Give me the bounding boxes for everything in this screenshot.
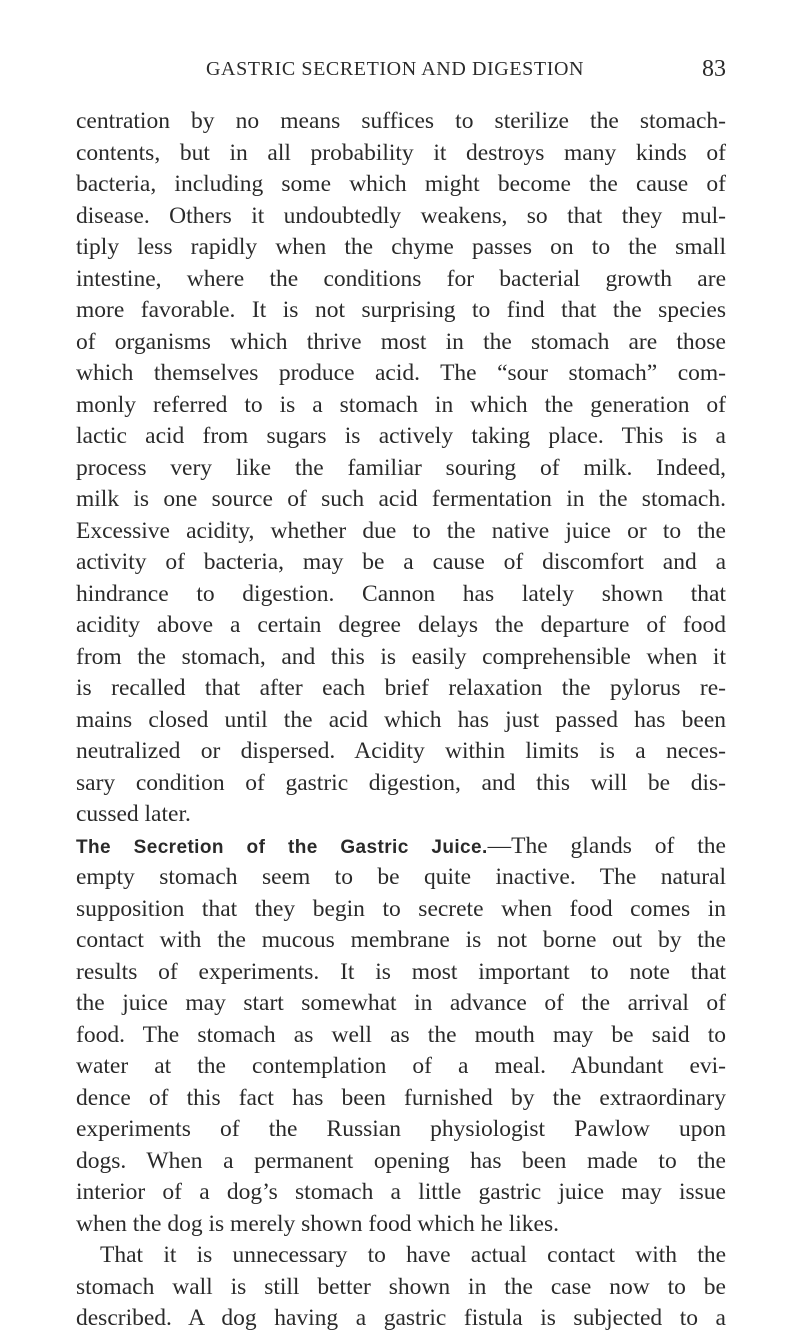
- paragraph-3: [76, 1240, 726, 1335]
- text-line: tiply less rapidly when the chyme passes on to the small: [76, 234, 726, 260]
- text-line: contact with the mucous membrane is not borne out by the: [76, 927, 726, 953]
- text-line: from the stomach, and this is easily comprehensible when it: [76, 643, 726, 670]
- text-line: experiments of the Russian physiologist Pawlow upon: [76, 1116, 726, 1142]
- text-line: water at the contemplation of a meal. Abundant evi-: [76, 1053, 726, 1079]
- text-line: stomach wall is still better shown in the case now to be: [76, 1273, 726, 1300]
- text-line: empty stomach seem to be quite inactive. The natural: [76, 864, 726, 890]
- body-text: [76, 106, 726, 1335]
- text-line: is recalled that after each brief relaxation the pylorus re-: [76, 675, 726, 701]
- text-line: mains closed until the acid which has just passed has been: [76, 706, 726, 733]
- text-line: monly referred to is a stomach in which the generation of: [76, 391, 726, 418]
- text-line: That it is unnecessary to have actual contact with the: [100, 1242, 726, 1268]
- text-line: centration by no means suffices to sterilize the stomach-: [76, 108, 726, 134]
- page-number: 83: [702, 56, 726, 82]
- text-line: activity of bacteria, may be a cause of discomfort and a: [76, 549, 726, 575]
- text-line: of organisms which thrive most in the stomach are those: [76, 328, 726, 355]
- text-line: the juice may start somewhat in advance of the arrival of: [76, 990, 726, 1016]
- paragraph-1: [76, 106, 726, 831]
- section-heading-continuation: —The glands of the: [487, 832, 726, 859]
- text-line: acidity above a certain degree delays the departure of food: [76, 612, 726, 638]
- section-first-line: [76, 831, 726, 863]
- text-line: described. A dog having a gastric fistula is subjected to a: [76, 1305, 726, 1331]
- text-line: dogs. When a permanent opening has been made to the: [76, 1147, 726, 1174]
- text-line: Excessive acidity, whether due to the native juice or to the: [76, 517, 726, 544]
- text-line: lactic acid from sugars is actively taking place. This is a: [76, 423, 726, 449]
- text-line: food. The stomach as well as the mouth may be said to: [76, 1021, 726, 1048]
- text-line: which themselves produce acid. The “sour stomach” com-: [76, 360, 726, 386]
- section-heading: The Secretion of the Gastric Juice.: [76, 836, 488, 858]
- text-line: bacteria, including some which might become the cause of: [76, 171, 726, 197]
- text-line: milk is one source of such acid fermentation in the stomach.: [76, 486, 726, 512]
- text-line: dence of this fact has been furnished by the extraordinary: [76, 1084, 726, 1111]
- text-line: intestine, where the conditions for bacterial growth are: [76, 265, 726, 292]
- text-line: results of experiments. It is most important to note that: [76, 958, 726, 985]
- text-line: neutralized or dispersed. Acidity within limits is a neces-: [76, 738, 726, 764]
- text-line: more favorable. It is not surprising to find that the species: [76, 297, 726, 323]
- section-gastric-juice: [76, 831, 726, 1241]
- text-line: supposition that they begin to secrete when food comes in: [76, 895, 726, 922]
- text-line: disease. Others it undoubtedly weakens, so that they mul-: [76, 202, 726, 229]
- text-line: cussed later.: [76, 801, 191, 827]
- text-line: when the dog is merely shown food which he likes.: [76, 1210, 559, 1237]
- text-line: sary condition of gastric digestion, and this will be dis-: [76, 769, 726, 796]
- text-line: contents, but in all probability it destroys many kinds of: [76, 139, 726, 166]
- running-title: GASTRIC SECRETION AND DIGESTION: [206, 58, 585, 80]
- text-line: process very like the familiar souring of milk. Indeed,: [76, 454, 726, 481]
- text-line: hindrance to digestion. Cannon has lately shown that: [76, 580, 726, 607]
- running-head: [76, 58, 726, 88]
- text-line: interior of a dog’s stomach a little gastric juice may issue: [76, 1179, 726, 1205]
